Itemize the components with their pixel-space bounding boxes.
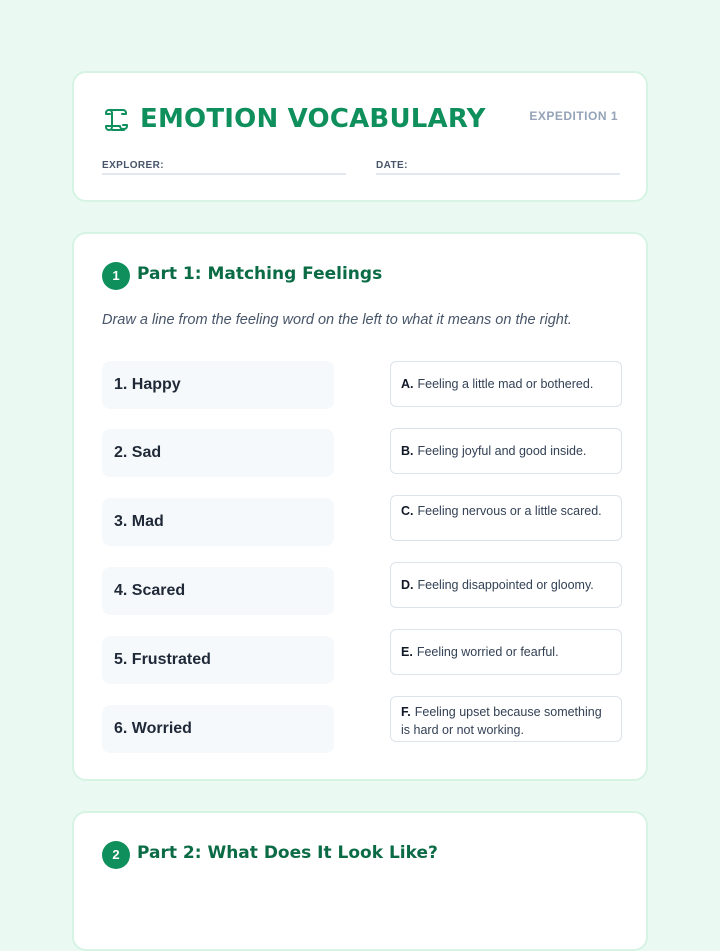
explorer-field[interactable] bbox=[102, 155, 346, 175]
title-row bbox=[102, 101, 618, 137]
part2-badge: 2 bbox=[102, 841, 130, 869]
definition-f[interactable] bbox=[390, 696, 622, 742]
feeling-word-frustrated[interactable]: 5. Frustrated bbox=[102, 636, 334, 684]
definition-letter: F. bbox=[401, 705, 411, 719]
definition-a[interactable] bbox=[390, 361, 622, 407]
definition-letter: B. bbox=[401, 444, 414, 458]
definition-letter: E. bbox=[401, 645, 413, 659]
page-title: EMOTION VOCABULARY bbox=[140, 104, 486, 134]
definition-e[interactable] bbox=[390, 629, 622, 675]
explorer-label: EXPLORER: bbox=[102, 160, 164, 171]
definition-text: Feeling upset because something is hard or not working. bbox=[401, 705, 602, 737]
definition-text: Feeling nervous or a little scared. bbox=[417, 504, 602, 518]
definition-text: Feeling worried or fearful. bbox=[416, 645, 559, 659]
feeling-word-worried[interactable]: 6. Worried bbox=[102, 705, 334, 753]
expedition-label: EXPEDITION 1 bbox=[529, 109, 618, 123]
definition-letter: D. bbox=[401, 578, 414, 592]
date-field[interactable] bbox=[376, 155, 620, 175]
definition-c[interactable] bbox=[390, 495, 622, 541]
definition-letter: A. bbox=[401, 377, 414, 391]
part1-card bbox=[72, 232, 648, 781]
definition-text: Feeling disappointed or gloomy. bbox=[417, 578, 594, 592]
header-card bbox=[72, 71, 648, 202]
definition-d[interactable] bbox=[390, 562, 622, 608]
date-label: DATE: bbox=[376, 160, 408, 171]
feeling-word-scared[interactable]: 4. Scared bbox=[102, 567, 334, 615]
part1-instructions: Draw a line from the feeling word on the left to what it means on the right. bbox=[102, 312, 572, 328]
definition-letter: C. bbox=[401, 504, 414, 518]
scroll-icon bbox=[102, 105, 130, 133]
part2-title: Part 2: What Does It Look Like? bbox=[137, 843, 438, 863]
feeling-word-mad[interactable]: 3. Mad bbox=[102, 498, 334, 546]
part1-badge: 1 bbox=[102, 262, 130, 290]
definition-b[interactable] bbox=[390, 428, 622, 474]
feeling-word-happy[interactable]: 1. Happy bbox=[102, 361, 334, 409]
part2-card bbox=[72, 811, 648, 951]
definition-text: Feeling joyful and good inside. bbox=[417, 444, 587, 458]
part1-title: Part 1: Matching Feelings bbox=[137, 264, 383, 284]
definition-text: Feeling a little mad or bothered. bbox=[417, 377, 594, 391]
feeling-word-sad[interactable]: 2. Sad bbox=[102, 429, 334, 477]
